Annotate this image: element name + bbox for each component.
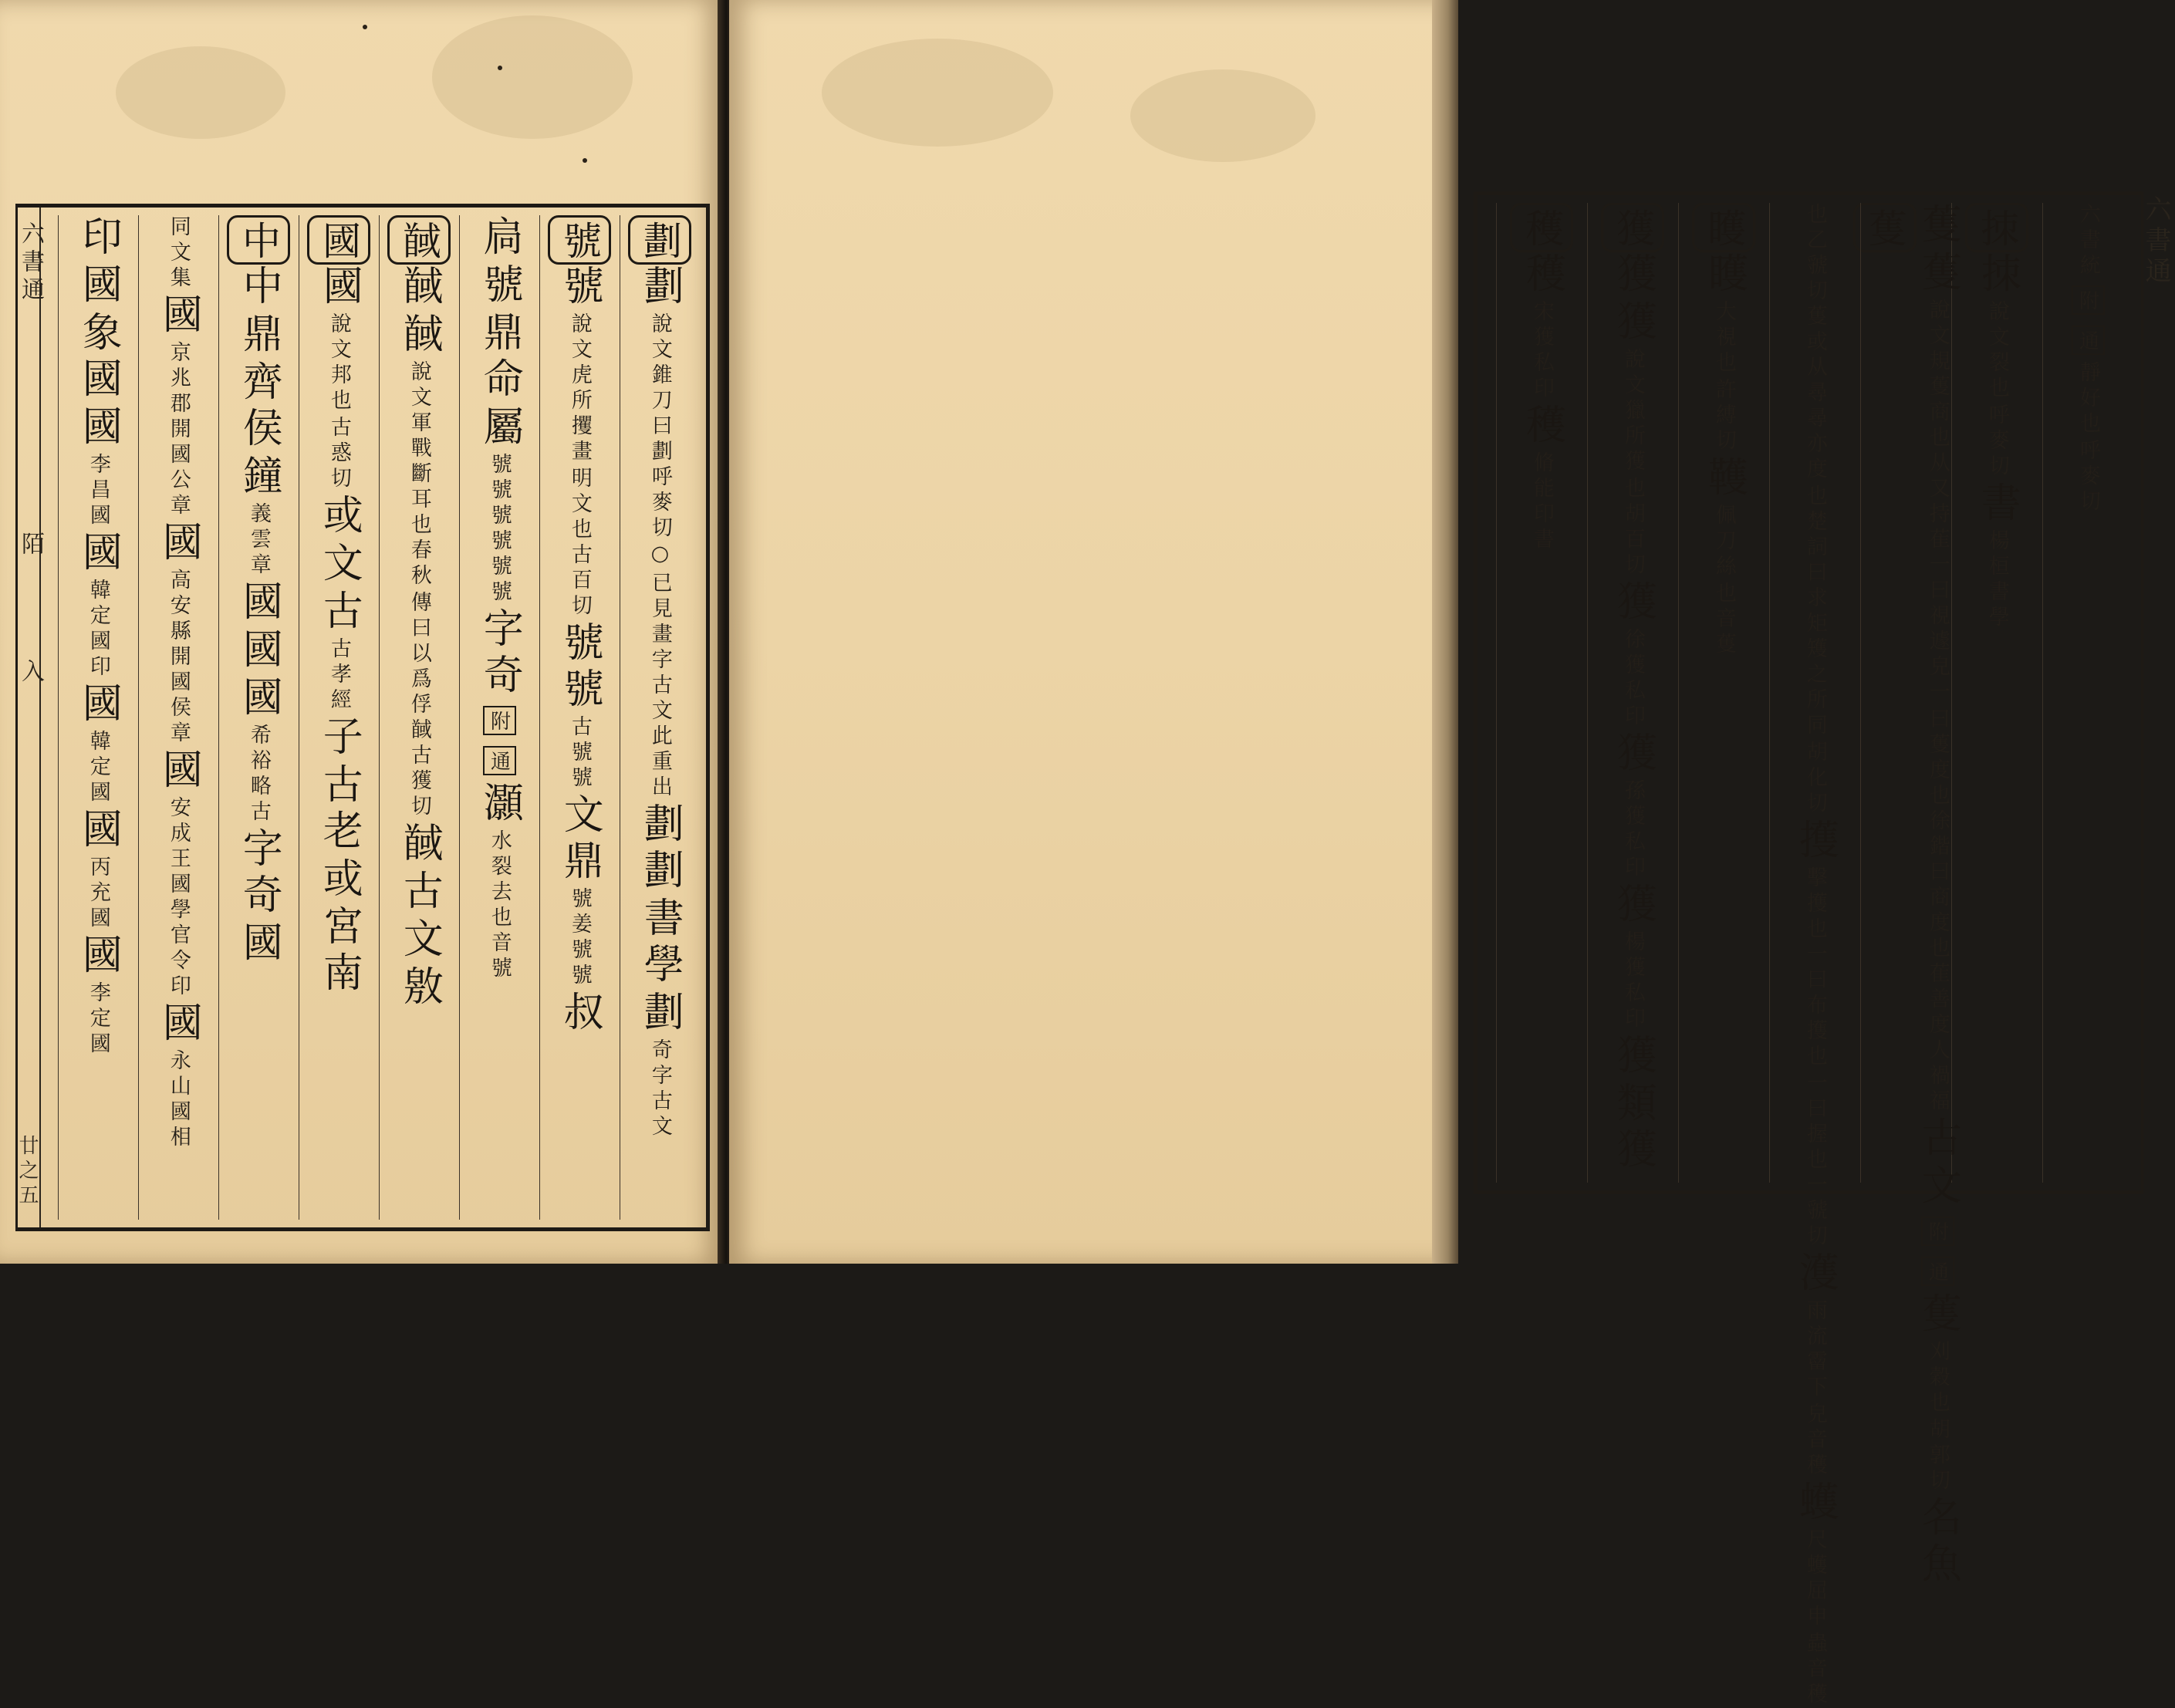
left-page xyxy=(0,0,721,1264)
annotation-text: 傳曰以爲俘馘古獲切 xyxy=(407,591,431,820)
seal-character: 古老 xyxy=(316,763,363,856)
seal-character: 號 xyxy=(556,265,603,311)
annotation-text: 蟲音穫 xyxy=(1802,1632,1827,1708)
annotation-text: 大視也 xyxy=(1711,300,1736,376)
annotation-text: 也胡百切 xyxy=(1620,477,1645,579)
text-column xyxy=(459,215,539,1220)
annotation-text: 韓定國 xyxy=(86,730,110,806)
column-rule xyxy=(2042,203,2043,1183)
paper-stain xyxy=(432,15,633,139)
text-column xyxy=(620,215,700,1220)
seal-character: 或 xyxy=(316,857,363,903)
annotation-text: 說文邦也 xyxy=(326,312,351,414)
seal-character: 叔 xyxy=(556,991,603,1037)
column-body xyxy=(235,265,282,967)
seal-character: 號 xyxy=(476,263,523,309)
seal-character: 古 xyxy=(1914,1116,1961,1163)
seal-character: 灝 xyxy=(476,781,523,828)
column-body xyxy=(1792,203,1839,1708)
margin-title: 六書通 xyxy=(2140,195,2171,288)
column-body xyxy=(2072,203,2105,515)
annotation-text: 已見畫字古文此重出 xyxy=(647,572,672,801)
seal-character: 類獲 xyxy=(1609,1082,1657,1174)
annotation-text: 刈穀也 xyxy=(1925,1340,1950,1416)
annotation-text: 楊獲私印 xyxy=(1620,930,1645,1032)
annotation-text: 李定國 xyxy=(86,981,110,1058)
annotation-text: 義雲章 xyxy=(246,502,271,579)
seal-character: 古 xyxy=(316,589,363,636)
column-body xyxy=(478,215,521,982)
annotation-text: 六書統 xyxy=(2075,203,2100,279)
paper-stain xyxy=(822,39,1053,147)
annotation-text: 皃音穫 xyxy=(1802,1403,1827,1479)
text-column xyxy=(539,215,620,1220)
text-column xyxy=(299,215,379,1220)
annotation-text: 號姜號號 xyxy=(567,887,592,989)
column-rule xyxy=(138,215,139,1220)
annotation-text: 雨流霤下 xyxy=(1802,1299,1827,1401)
column-body xyxy=(1700,252,1748,658)
seal-character: 中 xyxy=(235,265,282,311)
headword-box: 穫 xyxy=(1510,203,1573,252)
tag-box: 通 xyxy=(2072,326,2105,355)
annotation-text: 明文也古百切 xyxy=(567,467,592,619)
column-body xyxy=(1914,203,1961,1588)
text-column xyxy=(1951,203,2042,1183)
seal-character: 屬 xyxy=(476,405,523,451)
right-columns xyxy=(1478,195,2141,1708)
annotation-text: 高安縣開國侯章 xyxy=(166,569,191,747)
seal-character: 蒦 xyxy=(1914,203,1961,249)
annotation-text: 擊擭也一曰布擭也 xyxy=(1802,866,1827,1070)
seal-character: 擭 xyxy=(1792,819,1839,865)
seal-character: 子 xyxy=(316,715,363,761)
annotation-text: 尺蠖屈申 xyxy=(1802,1528,1827,1630)
annotation-text: 說文錐刀曰劃呼麥切○ xyxy=(647,312,672,570)
annotation-text: 說文軍戰斷耳也春秋 xyxy=(407,360,431,589)
seal-character: 國 xyxy=(235,580,282,626)
annotation-text: 說文虎所攫畫 xyxy=(567,312,592,465)
seal-character: 穫 xyxy=(1518,252,1565,299)
seal-character: 書 xyxy=(1974,481,2021,528)
seal-character: 獲 xyxy=(1609,731,1657,778)
seal-character: 矆 xyxy=(1700,252,1748,299)
text-column xyxy=(1860,203,1961,1588)
annotation-text: 古惑切 xyxy=(326,416,351,492)
annotation-text: 奇字古文 xyxy=(647,1038,672,1140)
annotation-text: 也乙虢切蒦或从尋尋亦度 xyxy=(1802,203,1827,483)
annotation-text: 呼麥切 xyxy=(2075,439,2100,515)
margin-marker: 陌 xyxy=(17,532,44,559)
annotation-text: 同文集 xyxy=(166,215,191,292)
seal-character: 蒦 xyxy=(1914,251,1961,297)
headword-box: 矆 xyxy=(1692,203,1755,252)
seal-character: 印 xyxy=(75,215,122,262)
column-rule xyxy=(1496,203,1497,1183)
headword-box: 中 xyxy=(227,215,290,265)
page-edge xyxy=(1432,0,1458,1264)
text-column xyxy=(1678,203,1769,1183)
headword-box: 獲 xyxy=(1601,203,1664,252)
annotation-text: 號號號號號號 xyxy=(487,453,512,606)
headword-box: 蒦 xyxy=(1853,203,1917,252)
text-column xyxy=(2042,203,2133,1183)
seal-character: 國 xyxy=(75,531,122,577)
seal-character: 韄 xyxy=(1700,456,1748,502)
seal-character: 扃 xyxy=(476,215,523,262)
seal-character: 獲 xyxy=(1609,252,1657,299)
annotation-text: 楊桓書學 xyxy=(1984,529,2009,631)
left-page-frame xyxy=(15,204,710,1231)
seal-character: 國 xyxy=(235,628,282,674)
column-body xyxy=(1609,252,1657,1174)
seal-character: 鐘 xyxy=(235,454,282,501)
seal-character: 文 xyxy=(1914,1164,1961,1210)
seal-character: 獲 xyxy=(1609,1034,1657,1080)
seal-character: 古 xyxy=(396,869,443,916)
annotation-text: 古孝經 xyxy=(326,637,351,714)
seal-character: 號號 xyxy=(556,621,603,714)
seal-character: 濩 xyxy=(1792,1251,1839,1298)
column-rule xyxy=(58,215,59,1220)
annotation-text: 希裕略古 xyxy=(246,724,271,825)
annotation-text: 許縛切 xyxy=(1711,378,1736,454)
column-body xyxy=(77,215,120,1058)
annotation-text: 京兆郡開國公章 xyxy=(166,341,191,519)
column-rule xyxy=(1860,203,1861,1183)
right-page xyxy=(729,0,2171,1708)
annotation-text: 說文獵所獲 xyxy=(1620,348,1645,475)
column-rule xyxy=(1769,203,1770,1183)
annotation-text: 李昌國 xyxy=(86,453,110,529)
right-page-frame xyxy=(1474,191,2171,1708)
column-rule xyxy=(379,215,380,1220)
text-column xyxy=(218,215,299,1220)
text-column xyxy=(379,215,459,1220)
seal-character: 蠖 xyxy=(1792,1480,1839,1527)
text-column xyxy=(58,215,138,1220)
annotation-text: 丙充國 xyxy=(86,856,110,932)
annotation-text: 說文規蒦商也从又持萑一曰視遽皃一 xyxy=(1925,299,1950,706)
text-column xyxy=(1496,203,1587,1183)
seal-character: 獲 xyxy=(1609,883,1657,929)
seal-character: 國 xyxy=(155,1001,202,1048)
annotation-text: 韓定國印 xyxy=(86,579,110,680)
seal-character: 國 xyxy=(75,263,122,309)
margin-page-number: 入 xyxy=(17,659,44,687)
seal-character: 馘 xyxy=(396,312,443,359)
seal-character: 國 xyxy=(155,293,202,339)
tag-box: 附 xyxy=(483,706,516,735)
seal-character: 鼎命 xyxy=(476,311,523,403)
text-column xyxy=(1587,203,1678,1183)
headword-box: 劃 xyxy=(628,215,691,265)
column-rule xyxy=(539,215,540,1220)
seal-character: 穫 xyxy=(1518,403,1565,450)
annotation-text: 也音蒦 xyxy=(1711,582,1736,658)
annotation-text: 宋獲私印 xyxy=(1529,300,1554,402)
annotation-text: 胡化切 xyxy=(1802,741,1827,817)
tag-box: 通 xyxy=(1921,1257,1954,1286)
seal-character: 獲 xyxy=(1609,300,1657,346)
seal-character: 國 xyxy=(235,676,282,722)
margin-footer: 廿之五 xyxy=(15,1135,39,1209)
annotation-text: 脩能印書 xyxy=(1529,451,1554,553)
seal-character: 或 xyxy=(316,494,363,540)
column-body xyxy=(398,265,441,1011)
annotation-text: 呼麥切 xyxy=(1984,403,2009,480)
seal-character: 獲 xyxy=(1609,580,1657,626)
seal-character: 拺 xyxy=(1974,252,2021,299)
headword-box: 馘 xyxy=(387,215,451,265)
seal-character: 國 xyxy=(235,921,282,967)
column-body xyxy=(556,265,603,1037)
seal-character: 字奇 xyxy=(235,827,282,920)
annotation-text: 一曰握也一虢切 xyxy=(1802,1072,1827,1250)
seal-character: 象國 xyxy=(75,311,122,403)
annotation-text: 徐獲私印 xyxy=(1620,628,1645,730)
column-rule xyxy=(218,215,219,1220)
seal-character: 馘 xyxy=(396,822,443,868)
seal-character: 文 xyxy=(396,917,443,964)
column-body xyxy=(1974,252,2021,631)
seal-character: 國 xyxy=(75,933,122,980)
seal-character: 書學 xyxy=(637,896,684,989)
annotation-text: 靜好也 xyxy=(2075,361,2100,437)
tag-box: 通 xyxy=(483,746,516,775)
annotation-text: 佩刀絲 xyxy=(1711,504,1736,580)
seal-character: 鼎 xyxy=(235,312,282,359)
ink-speck xyxy=(498,66,502,70)
seal-character: 國 xyxy=(75,682,122,728)
seal-character: 劃 xyxy=(637,265,684,311)
column-rule xyxy=(1678,203,1679,1183)
headword-box: 國 xyxy=(307,215,370,265)
seal-character: 國 xyxy=(316,265,363,311)
seal-character: 劃 xyxy=(637,991,684,1037)
annotation-text: 古號號 xyxy=(567,715,592,792)
column-body xyxy=(637,265,684,1140)
headword-box: 拺 xyxy=(1965,203,2028,252)
ink-speck xyxy=(363,25,367,29)
seal-character: 齊侯 xyxy=(235,360,282,453)
left-columns xyxy=(18,208,706,1227)
annotation-text: 說文裂也 xyxy=(1984,300,2009,402)
seal-character: 字奇 xyxy=(476,607,523,700)
headword-box: 號 xyxy=(548,215,611,265)
seal-character: 敫 xyxy=(396,965,443,1011)
column-rule xyxy=(1587,203,1588,1183)
annotation-text: 永山國相 xyxy=(166,1049,191,1151)
seal-character: 劃劃 xyxy=(637,802,684,895)
annotation-text: 曰蒦度也徐鍇曰商度也萑善度人禍福 xyxy=(1925,707,1950,1115)
annotation-text: 胡郭切 xyxy=(1925,1418,1950,1494)
seal-character: 國 xyxy=(155,748,202,795)
seal-character: 國 xyxy=(75,405,122,451)
tag-box: 附 xyxy=(1921,1217,1954,1246)
seal-character: 國 xyxy=(155,521,202,567)
text-column xyxy=(1769,203,1860,1708)
column-body xyxy=(316,265,363,997)
annotation-text: 水裂去也音號 xyxy=(487,829,512,982)
seal-character: 馘 xyxy=(396,265,443,311)
tag-box: 附 xyxy=(2072,285,2105,315)
paper-stain xyxy=(1130,69,1315,162)
annotation-text: 也楚詞曰求矩矱之所同 xyxy=(1802,484,1827,739)
margin-title: 六書通 xyxy=(17,221,44,305)
annotation-text: 孫獲私印 xyxy=(1620,779,1645,881)
column-body xyxy=(157,215,200,1151)
seal-character: 文 xyxy=(316,542,363,588)
text-column xyxy=(138,215,218,1220)
column-rule xyxy=(459,215,460,1220)
seal-character: 蒦 xyxy=(1914,1292,1961,1338)
seal-character: 國 xyxy=(75,808,122,854)
annotation-text: 安成王國學官令印 xyxy=(166,796,191,1000)
paper-stain xyxy=(116,46,285,139)
seal-character: 名魚 xyxy=(1914,1496,1961,1588)
seal-character: 宮南 xyxy=(316,905,363,997)
seal-character: 文鼎 xyxy=(556,793,603,886)
ink-speck xyxy=(583,158,587,163)
column-body xyxy=(1518,252,1565,553)
